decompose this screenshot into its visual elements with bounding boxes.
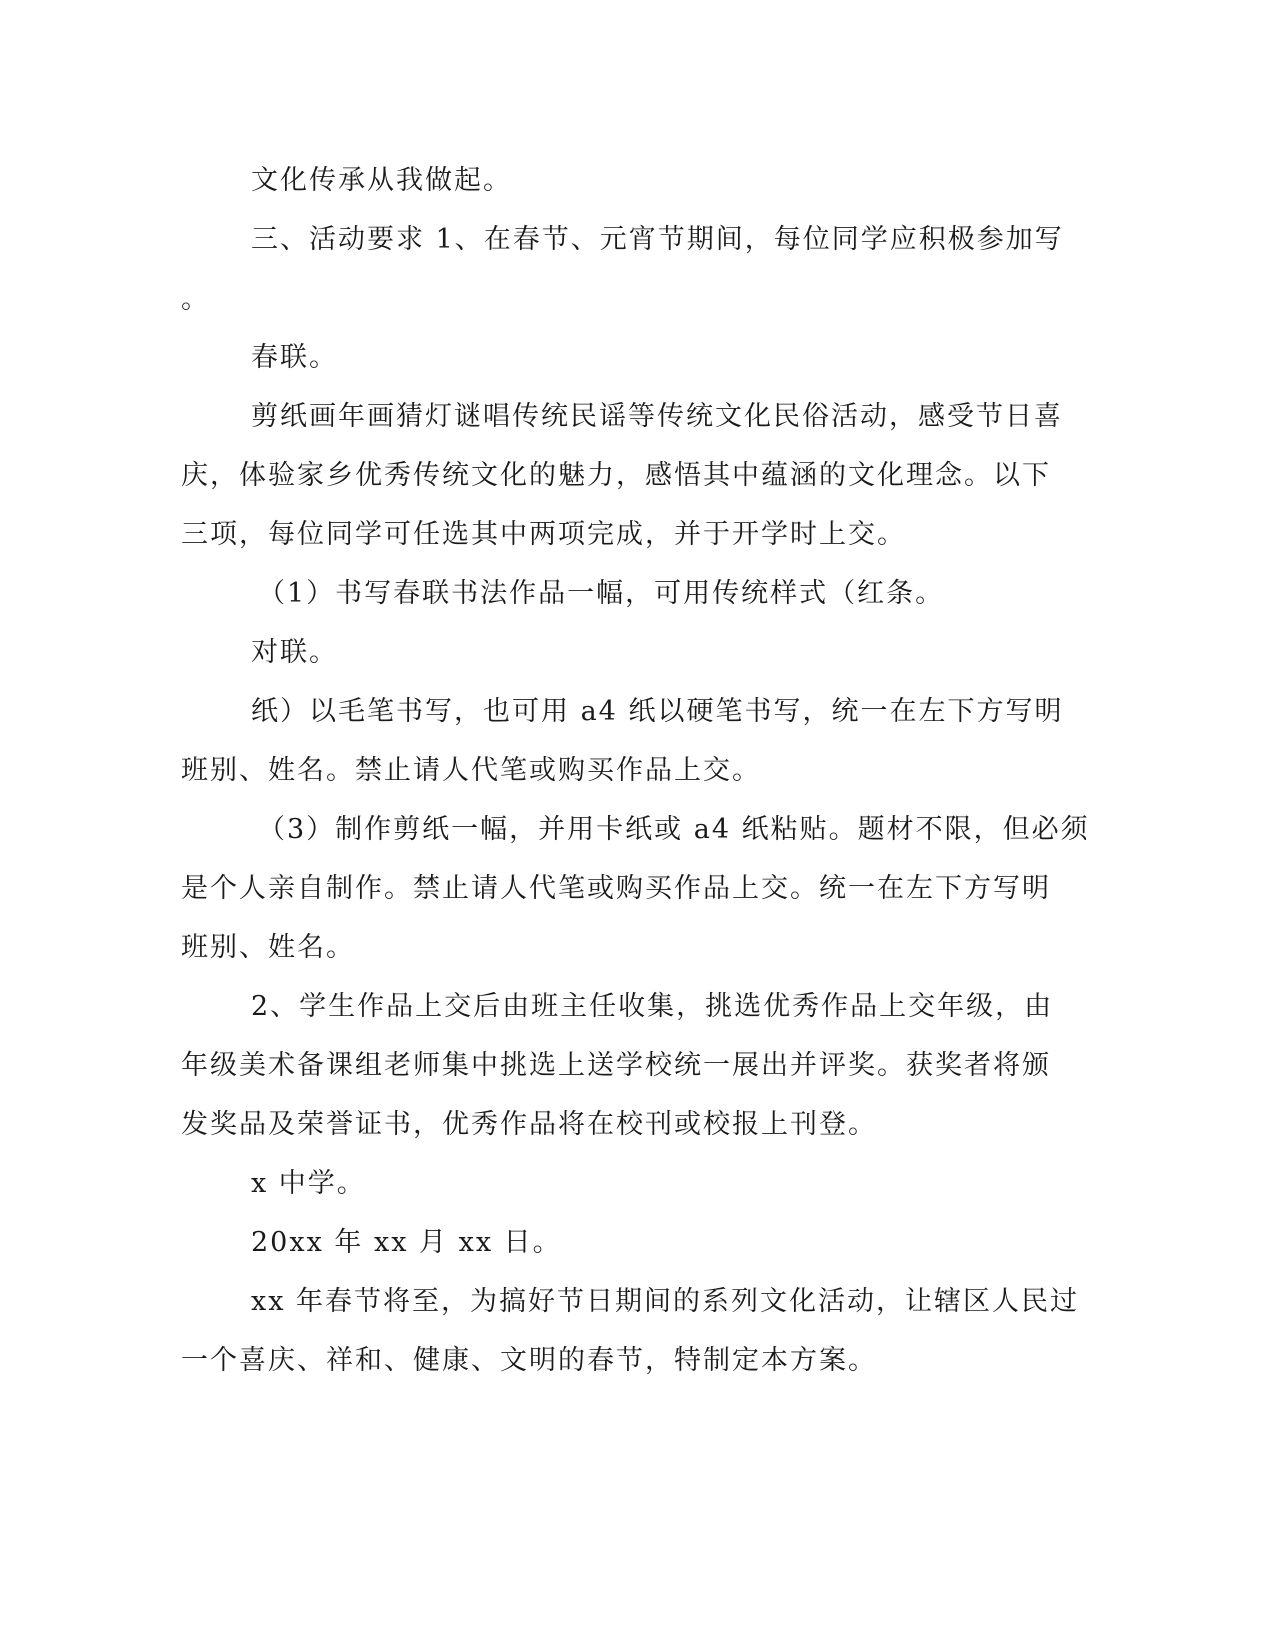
text-line-9: 对联。 — [251, 637, 338, 668]
text-line-17: 发奖品及荣誉证书，优秀作品将在校刊或校报上刊登。 — [181, 1109, 877, 1140]
text-line-16: 年级美术备课组老师集中挑选上送学校统一展出并评奖。获奖者将颁 — [181, 1050, 1051, 1081]
text-line-3: 。 — [181, 284, 210, 315]
text-line-11: 班别、姓名。禁止请人代笔或购买作品上交。 — [181, 755, 761, 786]
text-line-21: 一个喜庆、祥和、健康、文明的春节，特制定本方案。 — [181, 1345, 877, 1376]
text-line-10: 纸）以毛笔书写，也可用 a4 纸以硬笔书写，统一在左下方写明 — [251, 696, 1064, 727]
text-line-18: x 中学。 — [251, 1168, 366, 1199]
text-line-4: 春联。 — [251, 342, 338, 373]
text-line-12: （3）制作剪纸一幅，并用卡纸或 a4 纸粘贴。题材不限，但必须 — [258, 814, 1090, 845]
text-line-13: 是个人亲自制作。禁止请人代笔或购买作品上交。统一在左下方写明 — [181, 873, 1051, 904]
text-line-19: 20xx 年 xx 月 xx 日。 — [251, 1227, 562, 1258]
text-line-5: 剪纸画年画猜灯谜唱传统民谣等传统文化民俗活动，感受节日喜 — [251, 401, 1063, 432]
text-line-7: 三项，每位同学可任选其中两项完成，并于开学时上交。 — [181, 519, 906, 550]
text-line-1: 文化传承从我做起。 — [251, 165, 512, 196]
text-line-20: xx 年春节将至，为搞好节日期间的系列文化活动，让辖区人民过 — [251, 1286, 1080, 1317]
text-line-15: 2、学生作品上交后由班主任收集，挑选优秀作品上交年级，由 — [251, 991, 1054, 1022]
text-line-2: 三、活动要求 1、在春节、元宵节期间，每位同学应积极参加写 — [251, 224, 1064, 255]
text-line-14: 班别、姓名。 — [181, 932, 355, 963]
text-line-6: 庆，体验家乡优秀传统文化的魅力，感悟其中蕴涵的文化理念。以下 — [181, 460, 1051, 491]
text-line-8: （1）书写春联书法作品一幅，可用传统样式（红条。 — [258, 578, 945, 609]
